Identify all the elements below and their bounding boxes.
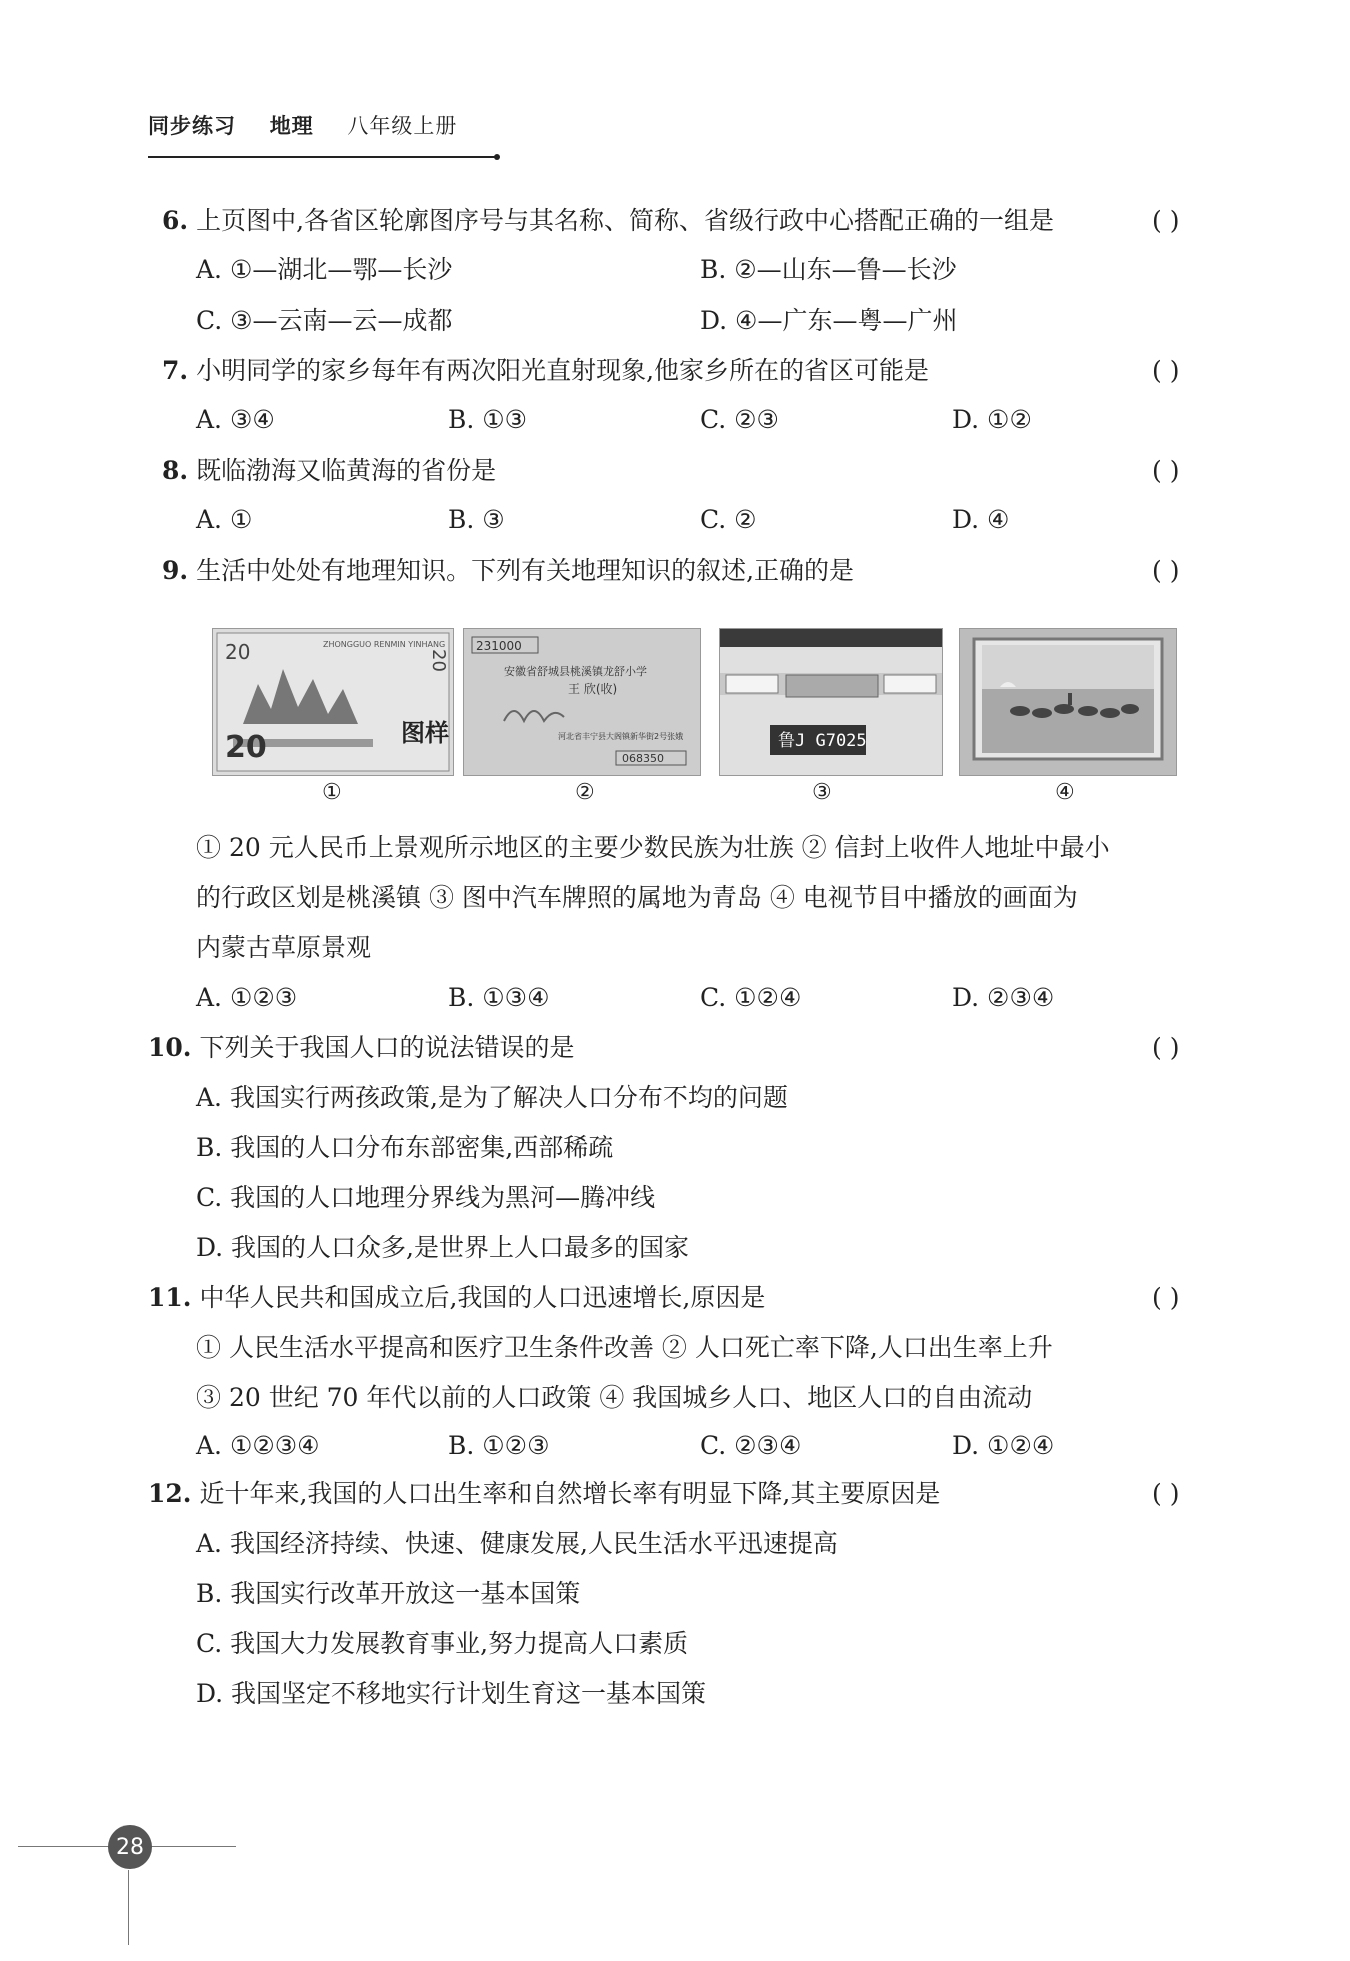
question-number: 8. (162, 456, 189, 485)
option-a: A. 我国经济持续、快速、健康发展,人民生活水平迅速提高 (196, 1529, 838, 1558)
car-image (720, 629, 942, 775)
option-d: D. ②③④ (952, 983, 1055, 1012)
q9-statement-line-1: ① 20 元人民币上景观所示地区的主要少数民族为壮族 ② 信封上收件人地址中最小 (196, 833, 1110, 862)
option-c: C. ②③ (700, 405, 779, 434)
page-number: 28 (108, 1825, 152, 1869)
license-plate-text: 鲁J G7025 (778, 731, 867, 751)
option-c: C. ①②④ (700, 983, 802, 1012)
option-a: A. ①②③④ (196, 1431, 320, 1460)
q9-statement-line-3: 内蒙古草原景观 (196, 933, 372, 962)
question-number: 7. (162, 356, 189, 385)
question-text: 近十年来,我国的人口出生率和自然增长率有明显下降,其主要原因是 (199, 1479, 941, 1508)
option-c: C. ③—云南—云—成都 (196, 306, 453, 335)
option-b: B. ①③ (448, 405, 528, 434)
question-number: 6. (162, 206, 189, 235)
banknote-photo (212, 628, 454, 776)
option-b: B. 我国的人口分布东部密集,西部稀疏 (196, 1133, 614, 1162)
answer-blank: ( ) (1152, 456, 1180, 485)
envelope-zipcode: 231000 (476, 639, 522, 653)
answer-blank: ( ) (1152, 1479, 1180, 1508)
question-number: 9. (162, 556, 189, 585)
question-8 (162, 455, 496, 487)
question-text: 下列关于我国人口的说法错误的是 (199, 1033, 575, 1062)
q11-statement-line-1: ① 人民生活水平提高和医疗卫生条件改善 ② 人口死亡率下降,人口出生率上升 (196, 1333, 1053, 1362)
envelope-address: 安徽省舒城县桃溪镇龙舒小学 (504, 665, 647, 678)
question-7 (162, 355, 929, 387)
option-b: B. 我国实行改革开放这一基本国策 (196, 1579, 581, 1608)
header-grade: 八年级上册 (347, 114, 458, 138)
option-d: D. ④ (952, 505, 1010, 534)
banknote-sample-mark: 图样 (401, 719, 449, 747)
option-b: B. ①②③ (448, 1431, 550, 1460)
photo-label-3: ③ (812, 780, 832, 805)
envelope-photo (463, 628, 701, 776)
question-text: 上页图中,各省区轮廓图序号与其名称、简称、省级行政中心搭配正确的一组是 (196, 206, 1055, 235)
option-d: D. ①② (952, 405, 1032, 434)
banknote-bank-text: ZHONGGUO RENMIN YINHANG (323, 640, 446, 649)
option-b: B. ②—山东—鲁—长沙 (700, 255, 957, 284)
tv-image (960, 629, 1176, 775)
banknote-image (213, 629, 453, 775)
photo-label-1: ① (322, 780, 342, 805)
option-a: A. 我国实行两孩政策,是为了解决人口分布不均的问题 (196, 1083, 788, 1112)
option-a: A. ③④ (196, 405, 275, 434)
answer-blank: ( ) (1152, 206, 1180, 235)
question-number: 10. (148, 1033, 192, 1062)
question-12 (148, 1478, 940, 1510)
answer-blank: ( ) (1152, 356, 1180, 385)
envelope-sender-zipcode: 068350 (622, 752, 664, 765)
question-11 (148, 1282, 765, 1314)
envelope-recipient: 王 欣(收) (568, 682, 618, 696)
header-series: 同步练习 (148, 114, 236, 138)
car-photo (719, 628, 943, 776)
option-a: A. ①—湖北—鄂—长沙 (196, 255, 453, 284)
question-text: 小明同学的家乡每年有两次阳光直射现象,他家乡所在的省区可能是 (196, 356, 930, 385)
tv-photo (959, 628, 1177, 776)
envelope-sender: 河北省丰宁县大阁镇新华街2号张娥 (558, 732, 684, 741)
question-6 (162, 205, 1054, 237)
option-d: D. 我国坚定不移地实行计划生育这一基本国策 (196, 1679, 707, 1708)
question-9 (162, 555, 854, 587)
option-c: C. ②③④ (700, 1431, 802, 1460)
envelope-image (464, 629, 700, 775)
banknote-value-side: 20 (428, 649, 449, 672)
option-b: B. ①③④ (448, 983, 550, 1012)
question-10 (148, 1032, 574, 1064)
running-header (148, 110, 457, 140)
option-d: D. 我国的人口众多,是世界上人口最多的国家 (196, 1233, 689, 1262)
option-d: D. ①②④ (952, 1431, 1055, 1460)
photo-label-4: ④ (1055, 780, 1075, 805)
option-c: C. ② (700, 505, 757, 534)
footer-vertical-rule (128, 1870, 129, 1945)
q11-statement-line-2: ③ 20 世纪 70 年代以前的人口政策 ④ 我国城乡人口、地区人口的自由流动 (196, 1383, 1033, 1412)
option-d: D. ④—广东—粤—广州 (700, 306, 958, 335)
option-c: C. 我国的人口地理分界线为黑河—腾冲线 (196, 1183, 656, 1212)
answer-blank: ( ) (1152, 1283, 1180, 1312)
photo-label-2: ② (575, 780, 595, 805)
option-b: B. ③ (448, 505, 505, 534)
option-c: C. 我国大力发展教育事业,努力提高人口素质 (196, 1629, 689, 1658)
banknote-value: 20 (225, 730, 267, 765)
question-text: 既临渤海又临黄海的省份是 (196, 456, 497, 485)
question-text: 中华人民共和国成立后,我国的人口迅速增长,原因是 (199, 1283, 766, 1312)
answer-blank: ( ) (1152, 1033, 1180, 1062)
header-rule (148, 156, 496, 158)
question-number: 11. (148, 1283, 192, 1312)
banknote-value-top: 20 (225, 640, 251, 664)
question-number: 12. (148, 1479, 192, 1508)
answer-blank: ( ) (1152, 556, 1180, 585)
option-a: A. ①②③ (196, 983, 298, 1012)
question-text: 生活中处处有地理知识。下列有关地理知识的叙述,正确的是 (196, 556, 855, 585)
option-a: A. ① (196, 505, 253, 534)
header-subject: 地理 (269, 114, 314, 138)
q9-statement-line-2: 的行政区划是桃溪镇 ③ 图中汽车牌照的属地为青岛 ④ 电视节目中播放的画面为 (196, 883, 1078, 912)
